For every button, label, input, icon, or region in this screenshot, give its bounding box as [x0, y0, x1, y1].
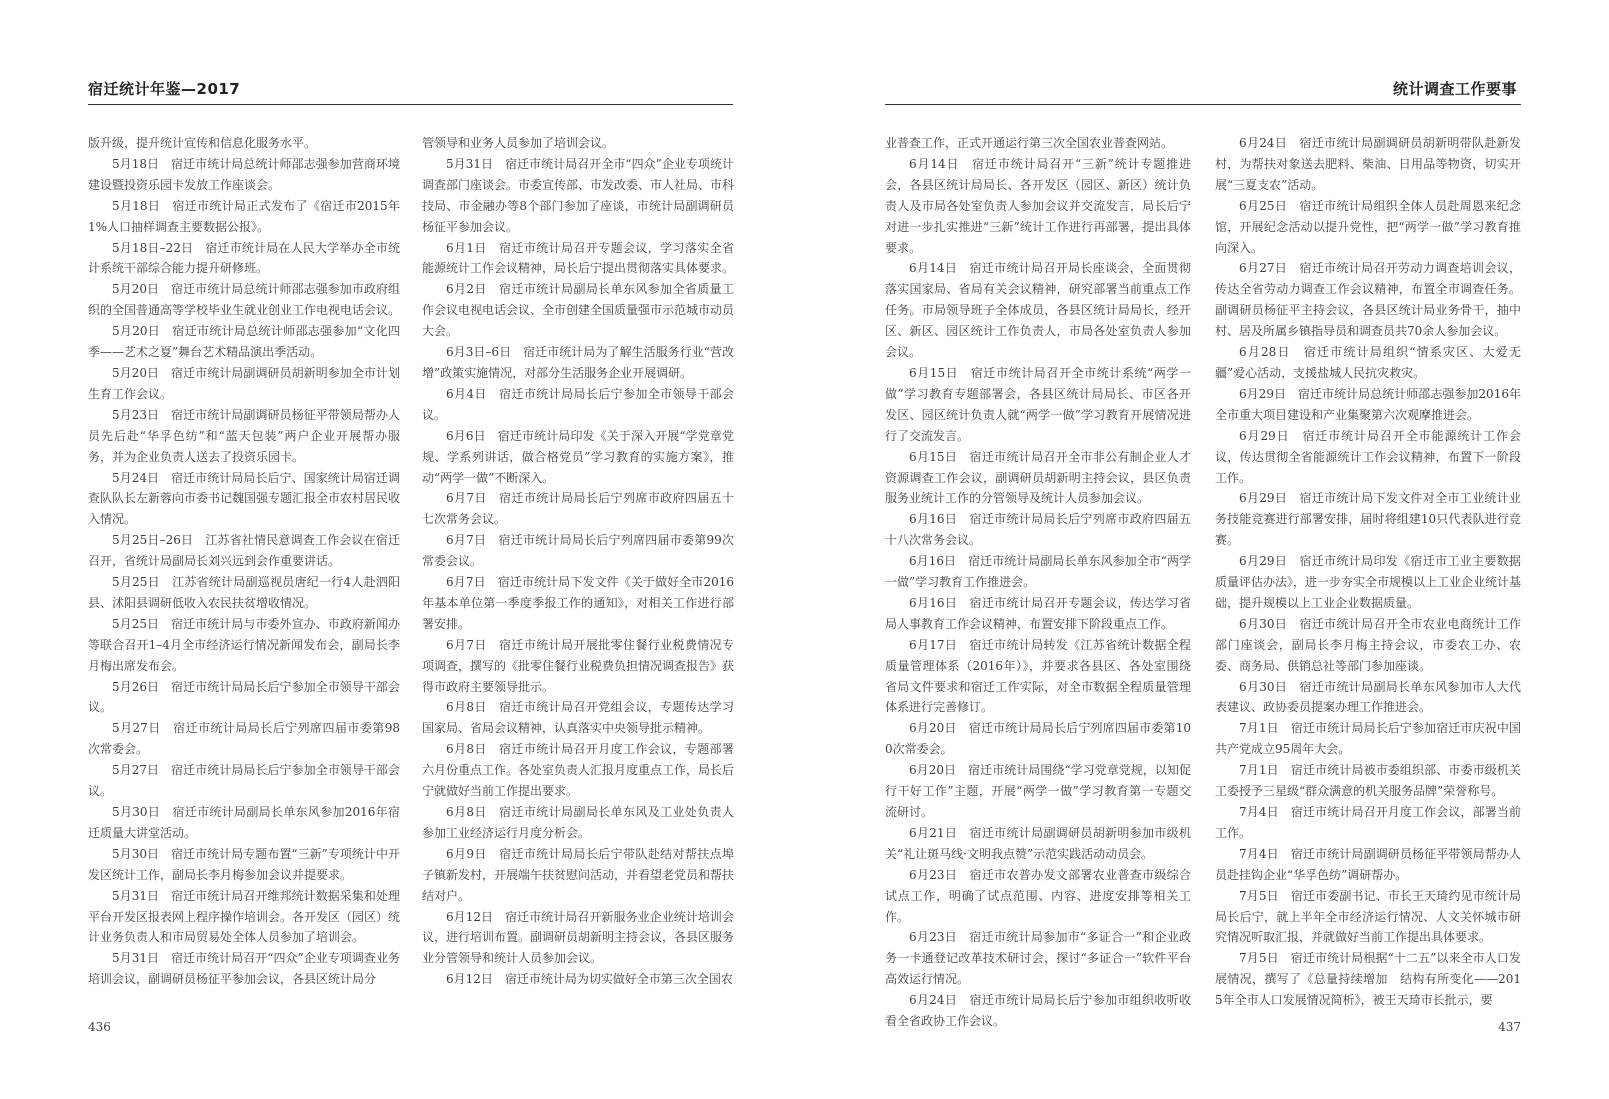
event-entry: 7月5日 宿迁市委副书记、市长王天琦约见市统计局局长后宁，就上半年全市经济运行情况、人文关怀城市研究情况听取汇报，并就做好当前工作提出具体要求。 — [1215, 888, 1521, 945]
event-entry: 6月12日 宿迁市统计局召开新服务业企业统计培训会议，进行培训布置。副调研员胡新明主持会议，各县区服务业分管领导和统计人员参加会议。 — [422, 909, 735, 966]
event-entry: 6月2日 宿迁市统计局副局长单东风参加全省质量工作会议电视电话会议、全市创建全国质量强市示范城市动员大会。 — [422, 282, 735, 339]
header-rule — [885, 104, 1521, 105]
page-number: 437 — [1498, 1020, 1521, 1034]
event-entry: 6月16日 宿迁市统计局召开专题会议，传达学习省局人事教育工作会议精神，布置安排下阶段重点工作。 — [885, 595, 1191, 631]
event-entry: 6月12日 宿迁市统计局为切实做好全市第三次全国农 — [446, 972, 733, 987]
event-entry: 6月15日 宿迁市统计局召开全市统计系统“两学一做”学习教育专题部署会，各县区统计局局长、市区各开发区、园区统计负责人就“两学一做”学习教育开展情况进行了交流发言。 — [885, 365, 1191, 443]
event-entry: 7月4日 宿迁市统计局召开月度工作会议，部署当前工作。 — [1215, 805, 1521, 840]
event-entry: 5月25日 宿迁市统计局与市委外宣办、市政府新闻办等联合召开1–4月全市经济运行情况新闻发布会，副局长李月梅出席发布会。 — [88, 616, 400, 673]
event-entry: 5月30日 宿迁市统计局副局长单东风参加2016年宿迁质量大讲堂活动。 — [88, 805, 400, 840]
event-entry: 6月3日–6日 宿迁市统计局为了解生活服务行业“营改增”政策实施情况，对部分生活服务企业开展调研。 — [422, 345, 734, 380]
event-entry: 5月31日 宿迁市统计局召开全市“四众”企业专项统计调查部门座谈会。市委宣传部、市发改委、市人社局、市科技局、市金融办等8个部门参加了座谈，市统计局副调研员杨征平参加会议。 — [422, 156, 735, 234]
event-entry: 6月23日 宿迁市统计局参加市“多证合一”和企业政务一卡通登记改革技术研讨会，探讨“多证合一”软件平台高效运行情况。 — [885, 930, 1191, 987]
event-entry: 6月7日 宿迁市统计局局长后宁列席四届市委第99次常委会议。 — [422, 533, 734, 569]
event-entry: 5月23日 宿迁市统计局副调研员杨征平带领局帮办人员先后赴“华孚色纺”和“蓝天包装”两户企业开展帮办服务，并为企业负责人送去了投资乐园卡。 — [88, 407, 400, 464]
right-page — [800, 0, 1609, 1099]
event-entry: 6月29日 宿迁市统计局印发《宿迁市工业主要数据质量评估办法》，进一步夯实全市规模以上工业企业统计基础，提升规模以上工业企业数据质量。 — [1215, 554, 1522, 610]
event-entry: 6月7日 宿迁市统计局开展批零住餐行业税费情况专项调查，撰写的《批零住餐行业税费负担情况调查报告》获得市政府主要领导批示。 — [422, 637, 735, 694]
event-entry: 6月30日 宿迁市统计局副局长单东风参加市人大代表建议、政协委员提案办理工作推进会。 — [1215, 679, 1521, 715]
event-entry: 5月20日 宿迁市统计局总统计师邵志强参加“文化四季——艺术之夏”舞台艺术精品演出季活动。 — [88, 324, 400, 360]
event-entry: 6月14日 宿迁市统计局召开局长座谈会，全面贯彻落实国家局、省局有关会议精神，研究部署当前重点工作任务。市局领导班子全体成员，各县区统计局局长，经开区、新区、园区统计工作负责人，市局各处室负责人参加会议。 — [885, 261, 1191, 360]
event-entry: 5月31日 宿迁市统计局召开“四众”企业专项调查业务培训会议，副调研员杨征平参加会议，各县区统计局分 — [88, 951, 400, 987]
event-entry: 6月16日 宿迁市统计局副局长单东风参加全市“两学一做”学习教育工作推进会。 — [885, 554, 1191, 590]
event-entry: 5月20日 宿迁市统计局副调研员胡新明参加全市计划生育工作会议。 — [88, 365, 400, 401]
event-entry: 6月8日 宿迁市统计局召开党组会议，专题传达学习国家局、省局会议精神，认真落实中央领导批示精神。 — [422, 700, 734, 736]
event-entry: 5月25日 江苏省统计局副巡视员唐纪一行4人赴泗阳县、沭阳县调研低收入农民扶贫增收情况。 — [88, 575, 400, 610]
event-entry: 6月27日 宿迁市统计局召开劳动力调查培训会议，传达全省劳动力调查工作会议精神，布置全市调查任务。副调研员杨征平主持会议，各县区统计局业务骨干，抽中村、居及所属乡镇指导员和调查员共70余人参加会议。 — [1215, 261, 1521, 339]
text-column — [1215, 133, 1521, 1011]
event-entry: 6月14日 宿迁市统计局召开“三新”统计专题推进会，各县区统计局局长、各开发区（园区、新区）统计负责人及市局各处室负责人参加会议并交流发言，局长后宁对进一步扎实推进“三新”统计工作进行再部署，提出具体要求。 — [885, 156, 1191, 255]
event-entry: 6月1日 宿迁市统计局召开专题会议，学习落实全省能源统计工作会议精神，局长后宁提出贯彻落实具体要求。 — [422, 240, 735, 276]
event-entry: 6月16日 宿迁市统计局局长后宁列席市政府四届五十八次常务会议。 — [885, 512, 1191, 548]
event-entry: 5月18日 宿迁市统计局正式发布了《宿迁市2015年1%人口抽样调查主要数据公报》。 — [88, 198, 400, 234]
event-entry: 5月24日 宿迁市统计局局长后宁、国家统计局宿迁调查队队长左新蓉向市委书记魏国强专题汇报全市农村居民收入情况。 — [88, 470, 401, 527]
event-entry: 6月28日 宿迁市统计局组织“情系灾区、大爱无疆”爱心活动，支援盐城人民抗灾救灾。 — [1215, 345, 1521, 380]
event-entry: 6月23日 宿迁市农普办发文部署农业普查市级综合试点工作，明确了试点范围、内容、进度安排等相关工作。 — [885, 867, 1191, 924]
event-entry: 6月17日 宿迁市统计局转发《江苏省统计数据全程质量管理体系（2016年）》，并要求各县区、各处室围绕省局文件要求和宿迁工作实际，对全市数据全程质量管理体系进行完善修订。 — [885, 637, 1191, 715]
event-entry: 5月31日 宿迁市统计局召开维邦统计数据采集和处理平台开发区报表网上程序操作培训会。各开发区（园区）统计业务负责人和市局贸易处全体人员参加了培训会。 — [88, 888, 401, 945]
event-entry: 6月29日 宿迁市统计局总统计师邵志强参加2016年全市重大项目建设和产业集聚第六次观摩推进会。 — [1215, 386, 1521, 422]
running-header: 统计调查工作要事 — [1392, 80, 1517, 98]
event-entry: 6月30日 宿迁市统计局召开全市农业电商统计工作部门座谈会，副局长李月梅主持会议，市委农工办、农委、商务局、供销总社等部门参加座谈。 — [1215, 616, 1521, 673]
event-entry: 6月7日 宿迁市统计局局长后宁列席市政府四届五十七次常务会议。 — [422, 491, 734, 527]
text-column — [422, 133, 734, 990]
event-entry: 7月5日 宿迁市统计局根据“十二五”以来全市人口发展情况，撰写了《总量持续增加 结构有所变化——2015年全市人口发展情况简析》，被王天琦市长批示，要 — [1215, 951, 1521, 1008]
event-entry: 管领导和业务人员参加了培训会议。 — [422, 136, 615, 150]
event-entry: 6月4日 宿迁市统计局局长后宁参加全市领导干部会议。 — [422, 386, 734, 422]
event-entry: 6月29日 宿迁市统计局召开全市能源统计工作会议，传达贯彻全省能源统计工作会议精神，布置下一阶段工作。 — [1215, 428, 1521, 485]
text-column — [88, 133, 400, 990]
event-entry: 6月9日 宿迁市统计局局长后宁带队赴结对帮扶点埠子镇新发村，开展端午扶贫慰问活动，并看望老党员和帮扶结对户。 — [422, 846, 735, 903]
event-entry: 6月24日 宿迁市统计局副调研员胡新明带队赴新发村，为帮扶对象送去肥料、柴油、日用品等物资，切实开展“三夏支农”活动。 — [1215, 136, 1521, 192]
event-entry: 6月29日 宿迁市统计局下发文件对全市工业统计业务技能竞赛进行部署安排，届时将组建10只代表队进行竞赛。 — [1215, 491, 1521, 548]
event-entry: 6月8日 宿迁市统计局副局长单东风及工业处负责人参加工业经济运行月度分析会。 — [422, 805, 734, 840]
event-entry: 6月7日 宿迁市统计局下发文件《关于做好全市2016年基本单位第一季度季报工作的通知》，对相关工作进行部署安排。 — [422, 575, 734, 631]
event-entry: 7月1日 宿迁市统计局局长后宁参加宿迁市庆祝中国共产党成立95周年大会。 — [1215, 721, 1521, 757]
running-header: 宿迁统计年鉴—2017 — [88, 80, 241, 98]
text-column — [885, 133, 1191, 1032]
event-entry: 5月30日 宿迁市统计局专题布置“三新”专项统计中开发区统计工作，副局长李月梅参加会议并提要求。 — [88, 846, 400, 882]
event-entry: 6月6日 宿迁市统计局印发《关于深入开展“学党章党规、学系列讲话，做合格党员”学习教育的实施方案》，推动“两学一做”不断深入。 — [422, 428, 734, 485]
event-entry: 6月24日 宿迁市统计局局长后宁参加市组织收听收看全省政协工作会议。 — [885, 993, 1191, 1029]
page-number: 436 — [88, 1020, 111, 1034]
event-entry: 5月18日 宿迁市统计局总统计师邵志强参加营商环境建设暨投资乐园卡发放工作座谈会。 — [88, 156, 400, 192]
event-entry: 6月21日 宿迁市统计局副调研员胡新明参加市级机关“礼让斑马线·文明我点赞”示范实践活动动员会。 — [885, 825, 1191, 861]
event-entry: 5月18日–22日 宿迁市统计局在人民大学举办全市统计系统干部综合能力提升研修班。 — [88, 240, 400, 276]
event-entry: 业普查工作，正式开通运行第三次全国农业普查网站。 — [885, 136, 1174, 150]
event-entry: 6月15日 宿迁市统计局召开全市非公有制企业人才资源调查工作会议，副调研员胡新明主持会议，县区负责服务业统计工作的分管领导及统计人员参加会议。 — [885, 449, 1191, 506]
event-entry: 5月25日–26日 江苏省社情民意调查工作会议在宿迁召开，省统计局副局长刘兴远到会作重要讲话。 — [88, 533, 400, 569]
event-entry: 6月20日 宿迁市统计局围绕“学习党章党规，以知促行干好工作”主题，开展“两学一做”学习教育第一专题交流研讨。 — [885, 763, 1191, 819]
event-entry: 7月4日 宿迁市统计局副调研员杨征平带领局帮办人员赴挂钩企业“华孚色纺”调研帮办。 — [1215, 846, 1521, 882]
header-rule — [88, 104, 733, 105]
event-entry: 6月20日 宿迁市统计局局长后宁列席四届市委第100次常委会。 — [885, 721, 1191, 757]
left-page — [0, 0, 800, 1099]
event-entry: 5月26日 宿迁市统计局局长后宁参加全市领导干部会议。 — [88, 679, 400, 715]
event-entry: 5月27日 宿迁市统计局局长后宁参加全市领导干部会议。 — [88, 763, 400, 799]
event-entry: 5月20日 宿迁市统计局总统计师邵志强参加市政府组织的全国普通高等学校毕业生就业创业工作电视电话会议。 — [88, 282, 401, 318]
event-entry: 6月8日 宿迁市统计局召开月度工作会议，专题部署六月份重点工作。各处室负责人汇报月度重点工作，局长后宁就做好当前工作提出要求。 — [422, 742, 735, 799]
event-entry: 7月1日 宿迁市统计局被市委组织部、市委市级机关工委授予三星级“群众满意的机关服务品牌”荣誉称号。 — [1215, 763, 1521, 799]
event-entry: 5月27日 宿迁市统计局局长后宁列席四届市委第98次常委会。 — [88, 721, 400, 757]
event-entry: 6月25日 宿迁市统计局组织全体人员赴周恩来纪念馆，开展纪念活动以提升党性，把“两学一做”学习教育推向深入。 — [1215, 198, 1521, 255]
event-entry: 版升级，提升统计宣传和信息化服务水平。 — [88, 136, 317, 150]
